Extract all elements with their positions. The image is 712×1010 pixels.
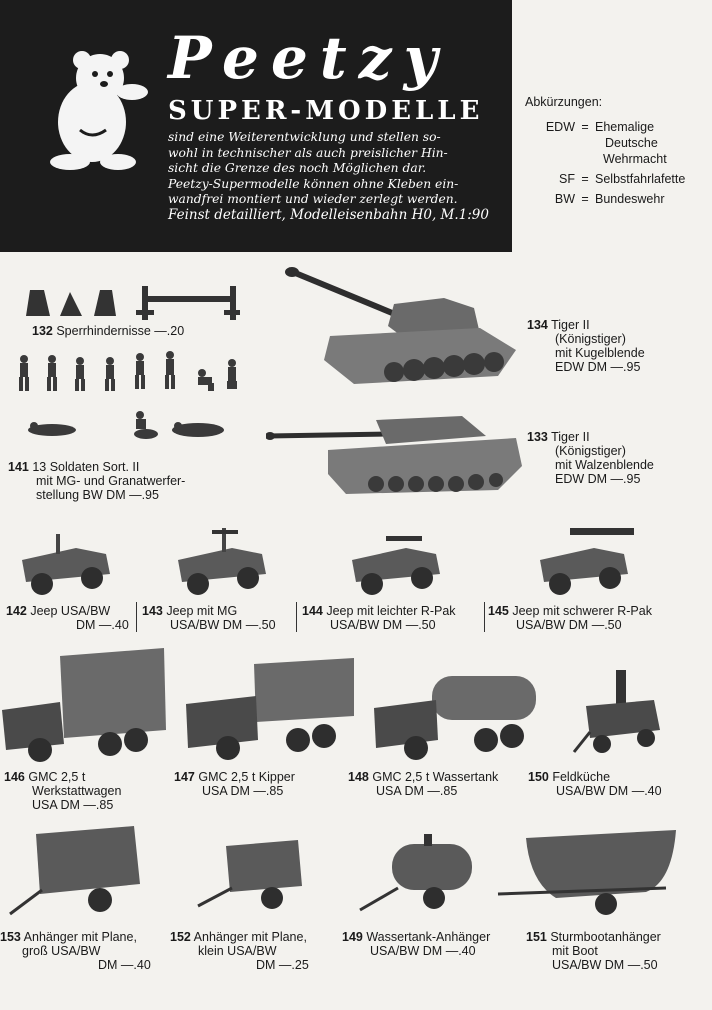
abbr-def-line: Bundeswehr bbox=[595, 192, 665, 206]
item-text: USA DM —.85 bbox=[202, 784, 284, 798]
item-text: USA/BW DM —.50 bbox=[552, 958, 658, 972]
item-text: USA/BW DM —.50 bbox=[330, 618, 436, 632]
water-trailer-illustration bbox=[358, 832, 478, 922]
item-number: 148 bbox=[348, 770, 369, 784]
column-divider bbox=[296, 602, 297, 632]
item-number: 153 bbox=[0, 930, 21, 944]
jeep-heavy-recoilless-illustration bbox=[534, 524, 644, 600]
item-number: 152 bbox=[170, 930, 191, 944]
item-number: 144 bbox=[302, 604, 323, 618]
item-text: USA/BW DM —.50 bbox=[516, 618, 622, 632]
tiger-ii-kugelblende-illustration bbox=[284, 264, 524, 394]
item-number: 132 bbox=[32, 324, 53, 338]
item-number: 134 bbox=[527, 318, 548, 332]
item-143-caption bbox=[142, 604, 276, 632]
item-147-caption bbox=[174, 770, 295, 798]
item-144-caption bbox=[302, 604, 456, 632]
item-text: (Königstiger) bbox=[555, 444, 626, 458]
abbr-code: EDW bbox=[545, 120, 575, 134]
desc-line: Peetzy-Supermodelle können ohne Kleben ein- bbox=[168, 176, 459, 191]
abbr-eq: = bbox=[581, 172, 589, 186]
item-text: GMC 2,5 t Wassertank bbox=[372, 770, 499, 784]
item-text: stellung BW DM —.95 bbox=[36, 488, 159, 502]
column-divider bbox=[484, 602, 485, 632]
tiger-ii-walzenblende-illustration bbox=[266, 408, 526, 498]
item-text: Sperrhindernisse —.20 bbox=[56, 324, 185, 338]
jeep-light-recoilless-illustration bbox=[346, 530, 446, 600]
abbr-definition bbox=[595, 119, 712, 167]
item-number: 141 bbox=[8, 460, 29, 474]
item-text: USA/BW DM —.50 bbox=[170, 618, 276, 632]
column-divider bbox=[136, 602, 137, 632]
item-number: 145 bbox=[488, 604, 509, 618]
item-145-caption bbox=[488, 604, 652, 632]
item-text: Tiger II bbox=[551, 430, 590, 444]
desc-line: wandfrei montiert und wieder zerlegt werden. bbox=[168, 192, 458, 206]
item-148-caption bbox=[348, 770, 498, 798]
trailer-small-illustration bbox=[196, 836, 306, 918]
item-152-caption bbox=[170, 930, 309, 972]
item-text: USA DM —.85 bbox=[376, 784, 458, 798]
item-number: 143 bbox=[142, 604, 163, 618]
item-text: GMC 2,5 t Kipper bbox=[198, 770, 295, 784]
item-151-caption bbox=[526, 930, 661, 972]
abbreviation-row bbox=[525, 191, 712, 207]
item-text: groß USA/BW bbox=[22, 944, 101, 958]
item-text: USA DM —.85 bbox=[32, 798, 114, 812]
brand-banner bbox=[0, 0, 512, 252]
abbr-def-line: Wehrmacht bbox=[603, 152, 667, 166]
item-text: USA/BW DM —.40 bbox=[556, 784, 662, 798]
item-text: Jeep mit MG bbox=[166, 604, 238, 618]
abbreviation-row bbox=[525, 171, 712, 187]
item-number: 150 bbox=[528, 770, 549, 784]
abbr-definition bbox=[595, 171, 712, 187]
item-text: Werkstattwagen bbox=[32, 784, 122, 798]
abbreviation-row bbox=[525, 119, 712, 167]
item-134-caption bbox=[527, 318, 645, 374]
item-text: USA/BW DM —.40 bbox=[370, 944, 476, 958]
item-text: mit MG- und Granatwerfer- bbox=[36, 474, 186, 488]
gmc-water-tanker-illustration bbox=[372, 664, 540, 764]
item-text: EDW DM —.95 bbox=[555, 360, 641, 374]
item-text: Feldküche bbox=[552, 770, 611, 784]
item-text: mit Walzenblende bbox=[555, 458, 654, 472]
item-text: Tiger II bbox=[551, 318, 590, 332]
item-number: 142 bbox=[6, 604, 27, 618]
abbreviations bbox=[525, 95, 712, 211]
abbr-def-line: Ehemalige bbox=[595, 120, 655, 134]
desc-line: sind eine Weiterentwicklung und stellen so- bbox=[168, 130, 441, 144]
item-text: mit Boot bbox=[552, 944, 598, 958]
jeep-illustration bbox=[16, 530, 116, 600]
item-number: 149 bbox=[342, 930, 363, 944]
teddy-bear-logo bbox=[40, 50, 150, 170]
trailer-large-illustration bbox=[8, 824, 144, 924]
abbreviations-title: Abkürzungen: bbox=[525, 95, 603, 109]
abbr-definition bbox=[595, 191, 712, 207]
item-141-caption bbox=[8, 460, 185, 502]
item-149-caption bbox=[342, 930, 490, 958]
item-142-caption bbox=[6, 604, 129, 632]
field-kitchen-illustration bbox=[572, 668, 668, 764]
boat-trailer-illustration bbox=[496, 822, 682, 922]
item-text: DM —.25 bbox=[256, 958, 309, 972]
item-text: Anhänger mit Plane, bbox=[193, 930, 307, 944]
abbr-def-line: Deutsche bbox=[605, 136, 658, 150]
item-text: Anhänger mit Plane, bbox=[23, 930, 137, 944]
item-text: mit Kugelblende bbox=[555, 346, 645, 360]
gmc-workshop-illustration bbox=[0, 646, 170, 766]
abbr-code: BW bbox=[554, 192, 575, 206]
desc-line: Feinst detailliert, Modelleisenbahn H0, M.1:90 bbox=[168, 206, 489, 223]
item-146-caption bbox=[4, 770, 121, 812]
brand-subtitle: SUPER-MODELLE bbox=[168, 96, 484, 126]
item-number: 151 bbox=[526, 930, 547, 944]
item-text: 13 Soldaten Sort. II bbox=[32, 460, 140, 474]
abbr-def-line: Selbstfahrlafette bbox=[595, 172, 686, 186]
desc-line: sicht die Grenze des noch Möglichen dar. bbox=[168, 161, 427, 175]
item-text: Jeep USA/BW bbox=[30, 604, 111, 618]
barrier-illustration bbox=[20, 282, 240, 322]
item-text: EDW DM —.95 bbox=[555, 472, 641, 486]
item-text: DM —.40 bbox=[76, 618, 129, 632]
item-text: DM —.40 bbox=[98, 958, 151, 972]
item-text: Wassertank-Anhänger bbox=[366, 930, 491, 944]
item-text: Jeep mit schwerer R-Pak bbox=[512, 604, 652, 618]
item-text: Jeep mit leichter R-Pak bbox=[326, 604, 456, 618]
item-text: Sturmbootanhänger bbox=[550, 930, 661, 944]
abbr-eq: = bbox=[581, 192, 589, 206]
item-133-caption bbox=[527, 430, 654, 486]
item-number: 146 bbox=[4, 770, 25, 784]
abbr-eq: = bbox=[581, 120, 589, 134]
gmc-dumper-illustration bbox=[184, 656, 360, 766]
item-text: (Königstiger) bbox=[555, 332, 626, 346]
item-number: 147 bbox=[174, 770, 195, 784]
item-text: GMC 2,5 t bbox=[28, 770, 86, 784]
item-132-caption bbox=[32, 324, 184, 338]
jeep-mg-illustration bbox=[172, 526, 272, 598]
item-number: 133 bbox=[527, 430, 548, 444]
brand-title: Peetzy bbox=[168, 24, 450, 92]
desc-line: wohl in technischer als auch preislicher Hin- bbox=[168, 145, 448, 160]
abbr-code: SF bbox=[559, 172, 575, 186]
item-text: klein USA/BW bbox=[198, 944, 277, 958]
soldiers-illustration bbox=[14, 350, 254, 450]
item-150-caption bbox=[528, 770, 662, 798]
item-153-caption bbox=[0, 930, 151, 972]
brand-description bbox=[168, 130, 488, 223]
